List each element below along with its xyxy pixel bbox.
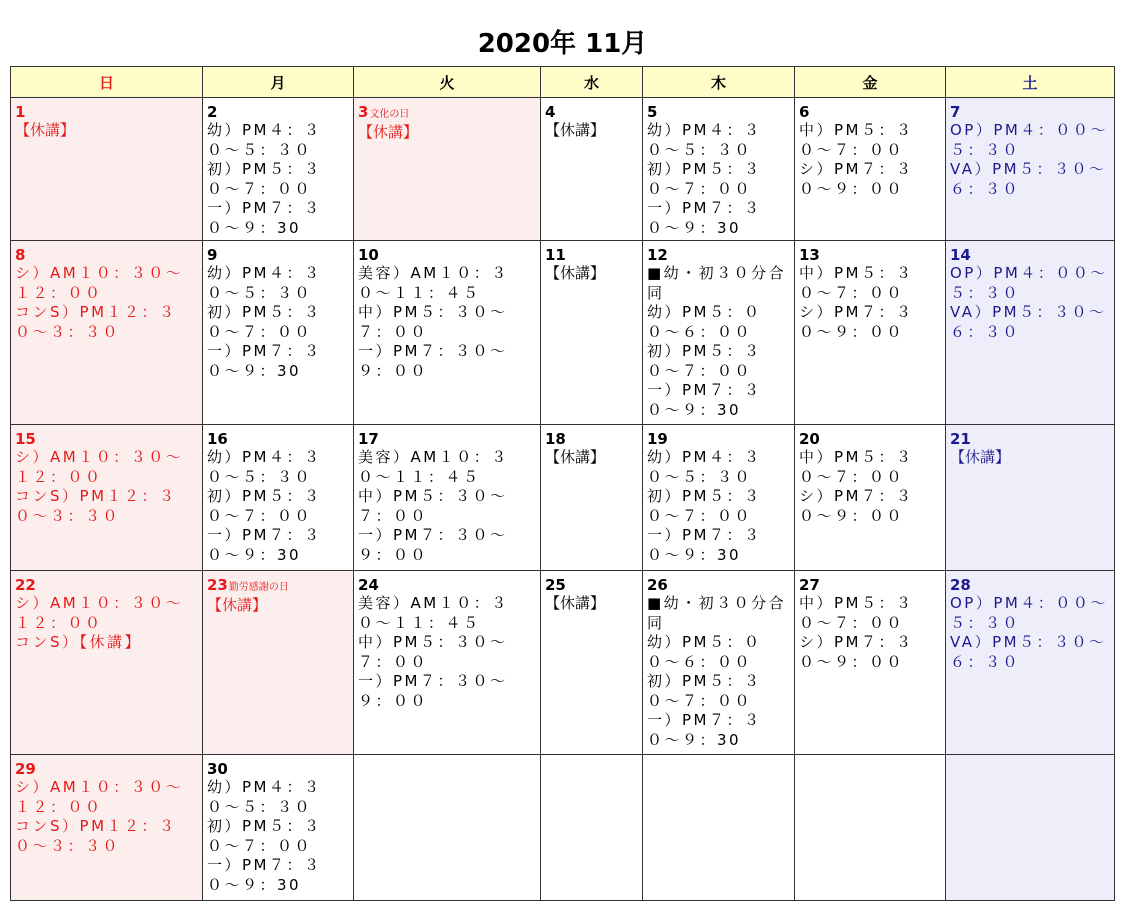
day-number: 1 xyxy=(15,103,26,121)
schedule-entry: 初）PM５：３０〜７：００ xyxy=(647,342,762,380)
schedule-entry: 幼）PM５：００〜６：００ xyxy=(647,303,762,341)
schedule-entry: 美容）AM１０：３０〜１１：４５ xyxy=(358,594,509,632)
schedule-entry: VA）PM５：３０〜６：３０ xyxy=(950,303,1107,341)
week-row xyxy=(11,571,1115,755)
no-class-label: 【休講】 xyxy=(545,594,606,612)
day-number: 12 xyxy=(647,246,668,264)
day-number-line xyxy=(799,431,942,448)
day-number: 16 xyxy=(207,430,228,448)
weekday-header-row xyxy=(11,67,1115,98)
week-row xyxy=(11,241,1115,425)
day-number: 21 xyxy=(950,430,971,448)
day-number-line xyxy=(950,104,1111,121)
schedule-entry: 幼）PM４：３０〜５：３０ xyxy=(207,121,322,159)
day-number: 6 xyxy=(799,103,810,121)
schedule-entry: OP）PM４：００〜５：３０ xyxy=(950,594,1108,632)
no-class-label: 【休講】 xyxy=(545,448,606,466)
weekday-friday: 金 xyxy=(795,67,946,98)
weekday-sunday: 日 xyxy=(11,67,203,98)
schedule-entry: VA）PM５：３０〜６：３０ xyxy=(950,633,1107,671)
day-number-line xyxy=(647,247,791,264)
day-number: 26 xyxy=(647,576,668,594)
day-number: 27 xyxy=(799,576,820,594)
day-cell xyxy=(946,755,1115,901)
day-number: 3 xyxy=(358,103,369,121)
day-cell xyxy=(11,755,203,901)
no-class-label: 【休講】 xyxy=(950,448,1011,466)
day-number-line xyxy=(647,431,791,448)
day-number: 29 xyxy=(15,760,36,778)
day-cell xyxy=(795,571,946,755)
day-number-line xyxy=(545,431,639,448)
schedule-entry: コンS）【休講】 xyxy=(15,633,143,651)
day-number: 8 xyxy=(15,246,26,264)
no-class-label: 【休講】 xyxy=(358,123,419,141)
schedule-entry: 一）PM７：３０〜９：30 xyxy=(207,526,322,564)
day-cell xyxy=(354,425,541,571)
day-cell xyxy=(541,755,643,901)
day-number-line xyxy=(358,104,537,123)
day-cell xyxy=(354,755,541,901)
day-number: 22 xyxy=(15,576,36,594)
day-number: 13 xyxy=(799,246,820,264)
schedule-entry: 幼）PM５：００〜６：００ xyxy=(647,633,762,671)
calendar-grid xyxy=(10,66,1115,901)
day-cell xyxy=(643,241,795,425)
day-cell xyxy=(354,241,541,425)
schedule-entry: 一）PM７：３０〜９：30 xyxy=(647,381,762,419)
day-number-line xyxy=(358,247,537,264)
schedule-entry: コンS）PM１２：３０〜３：３０ xyxy=(15,303,177,341)
schedule-entry: 一）PM７：３０〜９：００ xyxy=(358,342,508,380)
day-number-line xyxy=(358,431,537,448)
schedule-entry: 一）PM７：３０〜９：30 xyxy=(207,856,322,894)
holiday-name: 勤労感謝の日 xyxy=(228,582,289,593)
schedule-entry: VA）PM５：３０〜６：３０ xyxy=(950,160,1107,198)
schedule-entry: 一）PM７：３０〜９：30 xyxy=(647,526,762,564)
day-cell xyxy=(946,241,1115,425)
day-cell xyxy=(795,425,946,571)
day-number-line xyxy=(207,431,350,448)
schedule-entry: 中）PM５：３０〜７：００ xyxy=(358,487,508,525)
schedule-entry: シ）AM１０：３０〜１２：００ xyxy=(15,594,184,632)
day-cell xyxy=(643,425,795,571)
day-cell xyxy=(203,755,354,901)
schedule-entry: 初）PM５：３０〜７：００ xyxy=(207,303,322,341)
day-cell xyxy=(795,241,946,425)
day-cell xyxy=(203,98,354,241)
day-cell xyxy=(11,425,203,571)
schedule-entry: 中）PM５：３０〜７：００ xyxy=(358,303,508,341)
schedule-entry: 美容）AM１０：３０〜１１：４５ xyxy=(358,264,509,302)
weekday-thursday: 木 xyxy=(643,67,795,98)
schedule-entry: 中）PM５：３０〜７：００ xyxy=(799,121,914,159)
schedule-entry: 初）PM５：３０〜７：００ xyxy=(207,817,322,855)
day-number-line xyxy=(950,247,1111,264)
schedule-entry: 中）PM５：３０〜７：００ xyxy=(799,594,914,632)
weekday-tuesday: 火 xyxy=(354,67,541,98)
day-cell xyxy=(541,98,643,241)
day-number-line xyxy=(799,104,942,121)
schedule-entry: 美容）AM１０：３０〜１１：４５ xyxy=(358,448,509,486)
day-cell xyxy=(11,241,203,425)
day-number: 2 xyxy=(207,103,218,121)
day-cell xyxy=(203,425,354,571)
day-cell xyxy=(795,98,946,241)
day-number-line xyxy=(647,577,791,594)
day-number-line xyxy=(207,247,350,264)
day-number: 4 xyxy=(545,103,556,121)
day-cell xyxy=(946,98,1115,241)
day-number-line xyxy=(207,761,350,778)
day-cell xyxy=(203,241,354,425)
day-number-line xyxy=(15,431,199,448)
day-number-line xyxy=(207,104,350,121)
day-number-line xyxy=(545,104,639,121)
schedule-entry: 初）PM５：３０〜７：００ xyxy=(207,487,322,525)
schedule-entry: 幼）PM４：３０〜５：３０ xyxy=(207,264,322,302)
day-cell xyxy=(11,571,203,755)
schedule-entry: ■幼・初３０分合同 xyxy=(647,594,787,632)
week-row xyxy=(11,755,1115,901)
day-cell xyxy=(795,755,946,901)
day-number-line xyxy=(545,577,639,594)
day-cell xyxy=(643,571,795,755)
day-cell xyxy=(946,425,1115,571)
schedule-entry: 初）PM５：３０〜７：００ xyxy=(647,487,762,525)
day-number-line xyxy=(15,104,199,121)
schedule-entry: シ）PM７：３０〜９：００ xyxy=(799,303,914,341)
schedule-entry: シ）PM７：３０〜９：００ xyxy=(799,633,914,671)
day-number: 18 xyxy=(545,430,566,448)
schedule-entry: OP）PM４：００〜５：３０ xyxy=(950,264,1108,302)
schedule-entry: シ）AM１０：３０〜１２：００ xyxy=(15,264,184,302)
day-number-line xyxy=(207,577,350,596)
schedule-entry: 初）PM５：３０〜７：００ xyxy=(647,672,762,710)
day-cell xyxy=(354,98,541,241)
no-class-label: 【休講】 xyxy=(545,264,606,282)
weekday-monday: 月 xyxy=(203,67,354,98)
day-cell xyxy=(541,241,643,425)
day-number: 17 xyxy=(358,430,379,448)
day-number-line xyxy=(15,577,199,594)
schedule-entry: 幼）PM４：３０〜５：３０ xyxy=(647,448,762,486)
week-row xyxy=(11,98,1115,241)
day-cell xyxy=(541,571,643,755)
day-number-line xyxy=(545,247,639,264)
day-number-line xyxy=(799,577,942,594)
day-number: 9 xyxy=(207,246,218,264)
schedule-entry: 幼）PM４：３０〜５：３０ xyxy=(647,121,762,159)
schedule-entry: 一）PM７：３０〜９：30 xyxy=(207,199,322,237)
day-cell xyxy=(541,425,643,571)
schedule-entry: 初）PM５：３０〜７：００ xyxy=(207,160,322,198)
schedule-entry: ■幼・初３０分合同 xyxy=(647,264,787,302)
day-number: 23 xyxy=(207,576,228,594)
schedule-entry: シ）PM７：３０〜９：００ xyxy=(799,160,914,198)
day-number: 14 xyxy=(950,246,971,264)
day-number-line xyxy=(950,577,1111,594)
day-cell xyxy=(643,755,795,901)
day-cell xyxy=(203,571,354,755)
schedule-entry: シ）PM７：３０〜９：００ xyxy=(799,487,914,525)
day-number: 5 xyxy=(647,103,658,121)
day-number: 28 xyxy=(950,576,971,594)
schedule-entry: 幼）PM４：３０〜５：３０ xyxy=(207,448,322,486)
no-class-label: 【休講】 xyxy=(207,596,268,614)
schedule-entry: 初）PM５：３０〜７：００ xyxy=(647,160,762,198)
day-number: 25 xyxy=(545,576,566,594)
no-class-label: 【休講】 xyxy=(15,121,76,139)
day-cell xyxy=(946,571,1115,755)
no-class-label: 【休講】 xyxy=(545,121,606,139)
schedule-entry: 一）PM７：３０〜９：００ xyxy=(358,672,508,710)
calendar-title: 2020年 11月 xyxy=(477,29,648,59)
day-number: 11 xyxy=(545,246,566,264)
schedule-entry: 一）PM７：３０〜９：30 xyxy=(647,199,762,237)
schedule-entry: シ）AM１０：３０〜１２：００ xyxy=(15,778,184,816)
weekday-wednesday: 水 xyxy=(541,67,643,98)
day-number-line xyxy=(799,247,942,264)
day-number: 15 xyxy=(15,430,36,448)
day-number: 24 xyxy=(358,576,379,594)
schedule-entry: 一）PM７：３０〜９：30 xyxy=(647,711,762,749)
schedule-entry: コンS）PM１２：３０〜３：３０ xyxy=(15,487,177,525)
day-number-line xyxy=(358,577,537,594)
schedule-entry: コンS）PM１２：３０〜３：３０ xyxy=(15,817,177,855)
day-cell xyxy=(354,571,541,755)
day-cell xyxy=(643,98,795,241)
day-number-line xyxy=(15,247,199,264)
week-row xyxy=(11,425,1115,571)
day-number-line xyxy=(15,761,199,778)
schedule-entry: 幼）PM４：３０〜５：３０ xyxy=(207,778,322,816)
schedule-entry: 中）PM５：３０〜７：００ xyxy=(358,633,508,671)
schedule-entry: 中）PM５：３０〜７：００ xyxy=(799,264,914,302)
schedule-entry: 一）PM７：３０〜９：30 xyxy=(207,342,322,380)
weekday-saturday: 土 xyxy=(946,67,1115,98)
schedule-entry: OP）PM４：００〜５：３０ xyxy=(950,121,1108,159)
day-number-line xyxy=(950,431,1111,448)
day-number: 30 xyxy=(207,760,228,778)
schedule-entry: シ）AM１０：３０〜１２：００ xyxy=(15,448,184,486)
schedule-entry: 中）PM５：３０〜７：００ xyxy=(799,448,914,486)
day-number: 20 xyxy=(799,430,820,448)
day-number: 7 xyxy=(950,103,961,121)
day-number: 19 xyxy=(647,430,668,448)
day-cell xyxy=(11,98,203,241)
day-number-line xyxy=(647,104,791,121)
day-number: 10 xyxy=(358,246,379,264)
schedule-entry: 一）PM７：３０〜９：００ xyxy=(358,526,508,564)
calendar-body xyxy=(11,98,1115,901)
holiday-name: 文化の日 xyxy=(369,109,410,120)
